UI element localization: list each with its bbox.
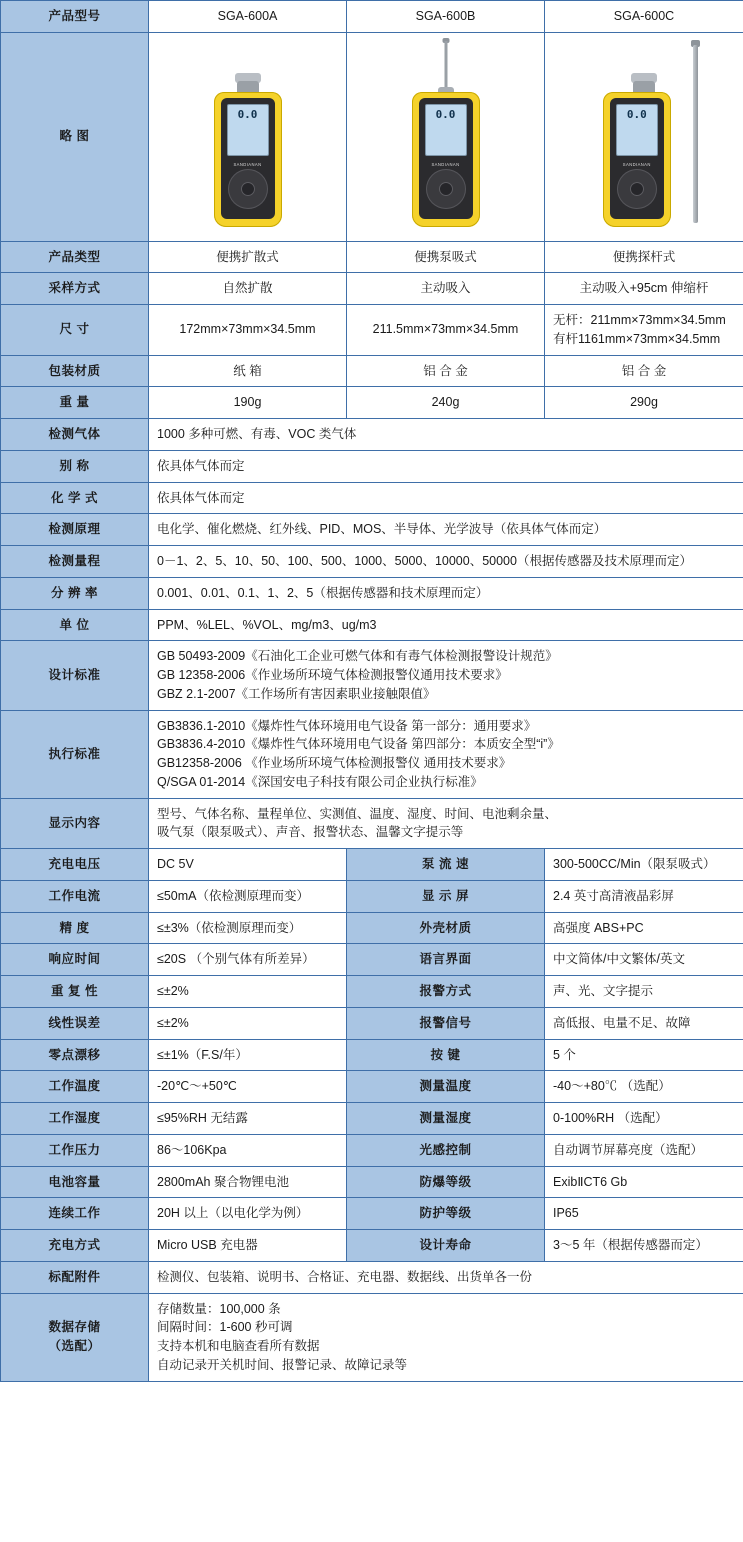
table-row-dimensions [1,305,743,356]
model-c: SGA-600C [545,1,743,33]
design-standard-line1: GB 50493-2009《石油化工企业可燃气体和有毒气体检测报警设计规范》 [157,649,558,664]
device-screen [227,104,269,156]
row-label-measure-temp: 测量温度 [347,1071,545,1103]
device-screen [425,104,467,156]
table-row-detect-gas [1,419,743,451]
table-row-charge-voltage [1,849,743,881]
explosion-proof-value: ExibⅡCT6 Gb [545,1166,743,1198]
row-label-working-pressure: 工作压力 [1,1134,149,1166]
row-label-weight: 重 量 [1,387,149,419]
table-row-diagram [1,32,743,241]
sampling-b: 主动吸入 [347,273,545,305]
table-row-sampling [1,273,743,305]
row-label-working-humidity: 工作湿度 [1,1103,149,1135]
table-row-working-temp [1,1071,743,1103]
row-label-sampling: 采样方式 [1,273,149,305]
row-label-charge-voltage: 充电电压 [1,849,149,881]
design-standard-line2: GB 12358-2006《作业场所环境气体检测报警仪通用技术要求》 [157,668,508,682]
repeatability-value: ≤±2% [149,976,347,1008]
table-row-formula [1,482,743,514]
keypad-icon [426,169,466,209]
working-pressure-value: 86～106Kpa [149,1134,347,1166]
row-label-diagram: 略 图 [1,32,149,241]
row-label-display-screen: 显 示 屏 [347,880,545,912]
row-label-unit: 单 位 [1,609,149,641]
display-content-line2: 吸气泵（限泵吸式）、声音、报警状态、温馨文字提示等 [157,825,464,840]
row-label-light-control: 光感控制 [347,1134,545,1166]
row-label-repeatability: 重 复 性 [1,976,149,1008]
unit-value: PPM、%LEL、%VOL、mg/m3、ug/m3 [149,609,743,641]
table-row-zero-drift [1,1039,743,1071]
row-label-charge-mode: 充电方式 [1,1230,149,1262]
brand-label-c: SANDIANAN [622,161,651,167]
row-label-dimensions: 尺 寸 [1,305,149,356]
pump-flow-value: 300-500CC/Min（限泵吸式） [545,849,743,881]
accuracy-value: ≤±3%（依检测原理而变） [149,912,347,944]
row-label-zero-drift: 零点漂移 [1,1039,149,1071]
charge-mode-value: Micro USB 充电器 [149,1230,347,1262]
data-storage-value [149,1293,743,1381]
keypad-icon [228,169,268,209]
keys-value: 5 个 [545,1039,743,1071]
data-storage-label-line1: 数据存储 [48,1320,101,1335]
row-label-explosion-proof: 防爆等级 [347,1166,545,1198]
row-label-battery-capacity: 电池容量 [1,1166,149,1198]
row-label-pump-flow: 泵 流 速 [347,849,545,881]
device-image-a [149,32,347,241]
protection-grade-value: IP65 [545,1198,743,1230]
working-current-value: ≤50mA（依检测原理而变） [149,880,347,912]
measure-humidity-value: 0-100%RH （选配） [545,1103,743,1135]
device-front-panel [610,98,664,219]
exec-standard-value [149,710,743,798]
row-label-resolution: 分 辨 率 [1,577,149,609]
telescopic-rod-icon [693,45,698,223]
exec-standard-line3: GB12358-2006 《作业场所环境气体检测报警仪 通用技术要求》 [157,756,512,770]
row-label-product-type: 产品类型 [1,241,149,273]
dimensions-b: 211.5mm×73mm×34.5mm [347,305,545,356]
row-label-linear-error: 线性误差 [1,1007,149,1039]
dimensions-c [545,305,743,356]
accessories-value: 检测仪、包装箱、说明书、合格证、充电器、数据线、出货单各一份 [149,1261,743,1293]
principle-value: 电化学、催化燃烧、红外线、PID、MOS、半导体、光学波导（依具体气体而定） [149,514,743,546]
table-row-weight [1,387,743,419]
data-storage-line2: 间隔时间：1-600 秒可调 [157,1320,293,1335]
display-content-value [149,798,743,849]
sampling-c: 主动吸入+95cm 伸缩杆 [545,273,743,305]
probe-rod-icon [444,41,447,87]
measure-temp-value: -40～+80℃ （选配） [545,1071,743,1103]
row-label-model: 产品型号 [1,1,149,33]
table-row-exec-standard [1,710,743,798]
screen-reading-a: 0.0 [237,107,258,121]
device-front-panel [419,98,473,219]
weight-c: 290g [545,387,743,419]
row-label-display-content: 显示内容 [1,798,149,849]
alarm-mode-value: 声、光、文字提示 [545,976,743,1008]
table-row-resolution [1,577,743,609]
packaging-c: 铝 合 金 [545,355,743,387]
packaging-a: 纸 箱 [149,355,347,387]
table-row-alias [1,450,743,482]
light-control-value: 自动调节屏幕亮度（选配） [545,1134,743,1166]
response-time-value: ≤20S （个别气体有所差异） [149,944,347,976]
row-label-keys: 按 键 [347,1039,545,1071]
device-screen [616,104,658,156]
row-label-working-temp: 工作温度 [1,1071,149,1103]
table-row-range [1,546,743,578]
row-label-response-time: 响应时间 [1,944,149,976]
device-image-c [545,32,743,241]
row-label-data-storage [1,1293,149,1381]
table-row-product-type [1,241,743,273]
linear-error-value: ≤±2% [149,1007,347,1039]
row-label-detect-gas: 检测气体 [1,419,149,451]
row-label-measure-humidity: 测量湿度 [347,1103,545,1135]
table-row-data-storage [1,1293,743,1381]
table-row-accuracy [1,912,743,944]
continuous-work-value: 20H 以上（以电化学为例） [149,1198,347,1230]
row-label-accessories: 标配附件 [1,1261,149,1293]
range-value: 0－1、2、5、10、50、100、500、1000、5000、10000、50000（根据传感器及技术原理而定） [149,546,743,578]
brand-label-a: SANDIANAN [233,161,262,167]
working-humidity-value: ≤95%RH 无结露 [149,1103,347,1135]
data-storage-label-line2: （选配） [48,1339,101,1353]
working-temp-value: -20℃～+50℃ [149,1071,347,1103]
model-b: SGA-600B [347,1,545,33]
resolution-value: 0.001、0.01、0.1、1、2、5（根据传感器和技术原理而定） [149,577,743,609]
shell-material-value: 高强度 ABS+PC [545,912,743,944]
row-label-alarm-mode: 报警方式 [347,976,545,1008]
product-type-a: 便携扩散式 [149,241,347,273]
detect-gas-value: 1000 多种可燃、有毒、VOC 类气体 [149,419,743,451]
row-label-packaging: 包装材质 [1,355,149,387]
table-row-linear-error [1,1007,743,1039]
design-life-value: 3～5 年（根据传感器而定） [545,1230,743,1262]
row-label-continuous-work: 连续工作 [1,1198,149,1230]
design-standard-line3: GBZ 2.1-2007《工作场所有害因素职业接触限值》 [157,686,436,701]
dimensions-c-line1: 无杆：211mm×73mm×34.5mm [553,313,726,327]
table-row-charge-mode [1,1230,743,1262]
language-value: 中文简体/中文繁体/英文 [545,944,743,976]
row-label-language: 语言界面 [347,944,545,976]
dimensions-c-line2: 有杆1161mm×73mm×34.5mm [553,331,721,346]
display-content-line1: 型号、气体名称、量程单位、实测值、温度、湿度、时间、电池剩余量、 [157,806,558,821]
device-body-b [412,92,480,227]
row-label-alarm-signal: 报警信号 [347,1007,545,1039]
table-row-working-pressure [1,1134,743,1166]
display-screen-value: 2.4 英寸高清液晶彩屏 [545,880,743,912]
model-a: SGA-600A [149,1,347,33]
brand-label-b: SANDIANAN [431,161,460,167]
product-type-b: 便携泵吸式 [347,241,545,273]
keypad-icon [617,169,657,209]
zero-drift-value: ≤±1%（F.S/年） [149,1039,347,1071]
design-standard-value [149,641,743,710]
screen-reading-c: 0.0 [626,107,647,121]
screen-reading-b: 0.0 [435,107,456,121]
table-row-response-time [1,944,743,976]
weight-a: 190g [149,387,347,419]
row-label-principle: 检测原理 [1,514,149,546]
formula-value: 依具体气体而定 [149,482,743,514]
dimensions-a: 172mm×73mm×34.5mm [149,305,347,356]
charge-voltage-value: DC 5V [149,849,347,881]
row-label-accuracy: 精 度 [1,912,149,944]
packaging-b: 铝 合 金 [347,355,545,387]
row-label-design-life: 设计寿命 [347,1230,545,1262]
table-row-accessories [1,1261,743,1293]
table-row-packaging [1,355,743,387]
row-label-exec-standard: 执行标准 [1,710,149,798]
exec-standard-line1: GB3836.1-2010《爆炸性气体环境用电气设备 第一部分：通用要求》 [157,718,537,733]
device-image-b [347,32,545,241]
table-row-battery-capacity [1,1166,743,1198]
table-row-working-current [1,880,743,912]
alias-value: 依具体气体而定 [149,450,743,482]
alarm-signal-value: 高低报、电量不足、故障 [545,1007,743,1039]
sampling-a: 自然扩散 [149,273,347,305]
table-row-design-standard [1,641,743,710]
exec-standard-line4: Q/SGA 01-2014《深国安电子科技有限公司企业执行标准》 [157,774,483,789]
row-label-range: 检测量程 [1,546,149,578]
device-body-c [603,92,671,227]
data-storage-line3: 支持本机和电脑查看所有数据 [157,1339,320,1353]
table-row-working-humidity [1,1103,743,1135]
row-label-formula: 化 学 式 [1,482,149,514]
row-label-working-current: 工作电流 [1,880,149,912]
table-row-principle [1,514,743,546]
table-row-model [1,1,743,33]
table-row-display-content [1,798,743,849]
row-label-design-standard: 设计标准 [1,641,149,710]
table-row-unit [1,609,743,641]
device-front-panel [221,98,275,219]
row-label-protection-grade: 防护等级 [347,1198,545,1230]
weight-b: 240g [347,387,545,419]
battery-capacity-value: 2800mAh 聚合物锂电池 [149,1166,347,1198]
row-label-shell-material: 外壳材质 [347,912,545,944]
data-storage-line4: 自动记录开关机时间、报警记录、故障记录等 [157,1357,408,1372]
table-row-repeatability [1,976,743,1008]
exec-standard-line2: GB3836.4-2010《爆炸性气体环境用电气设备 第四部分：本质安全型“i”》 [157,737,560,752]
row-label-alias: 别 称 [1,450,149,482]
device-body-a [214,92,282,227]
data-storage-line1: 存储数量：100,000 条 [157,1301,281,1316]
table-row-continuous-work [1,1198,743,1230]
product-type-c: 便携探杆式 [545,241,743,273]
